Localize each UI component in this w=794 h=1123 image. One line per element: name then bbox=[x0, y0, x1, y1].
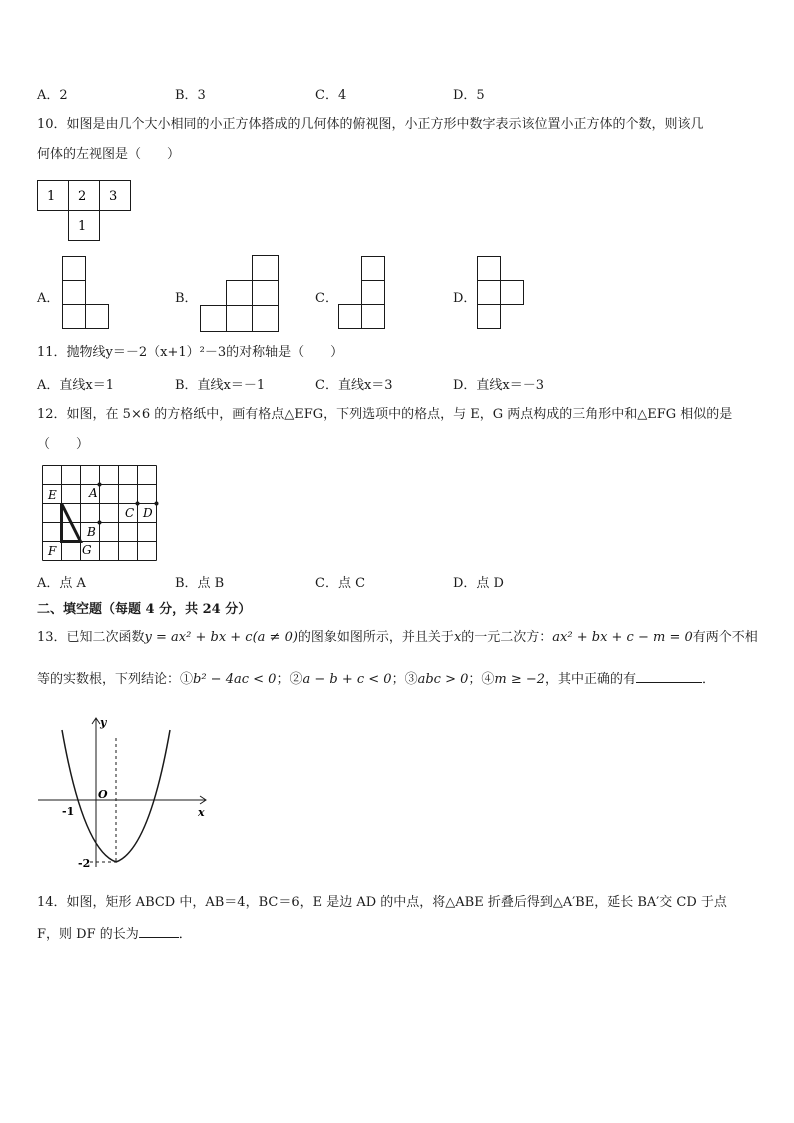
q12-lattice-grid bbox=[42, 465, 158, 561]
q13-text-line1 bbox=[37, 628, 758, 648]
q13-equation: ax² + bx + c − m = 0 bbox=[552, 630, 693, 645]
label-c: C bbox=[125, 506, 135, 520]
q12-text-line2: （ ） bbox=[37, 437, 90, 452]
q13-conclusion-4: m ≥ −2 bbox=[494, 672, 546, 687]
q12-option-b: B．点 B bbox=[175, 576, 225, 591]
q12-option-a: A．点 A bbox=[37, 576, 86, 591]
label-a: A bbox=[89, 486, 98, 500]
q10-text-line1: 10．如图是由几个大小相同的小正方体搭成的几何体的俯视图，小正方形中数字表示该位置小正方体的个数，则该几 bbox=[37, 117, 704, 132]
point-c bbox=[136, 502, 140, 506]
q13-answer-blank[interactable] bbox=[636, 670, 702, 683]
grid-number: 1 bbox=[78, 219, 87, 234]
label-b: B bbox=[87, 525, 96, 539]
grid-number: 1 bbox=[47, 189, 56, 204]
q10-option-c-label: C． bbox=[315, 291, 338, 306]
q13-conclusion-2: a − b + c < 0 bbox=[302, 672, 392, 687]
q13-line2-suffix: ，其中正确的有 bbox=[545, 672, 637, 687]
q13-line2-prefix: 等的实数根，下列结论：① bbox=[37, 672, 194, 687]
origin-label: O bbox=[98, 788, 108, 801]
q13-sep: ；③ bbox=[391, 672, 418, 687]
point-a bbox=[98, 483, 102, 487]
grid-number: 3 bbox=[109, 189, 118, 204]
min-value-label: -2 bbox=[78, 857, 91, 870]
q10-option-b-figure bbox=[200, 255, 280, 333]
q13-parabola-graph bbox=[36, 712, 216, 872]
q13-var-x: x bbox=[453, 630, 462, 645]
q10-top-view-grid bbox=[37, 180, 131, 242]
q11-option-c: C．直线x＝3 bbox=[315, 378, 393, 393]
q13-conclusion-1: b² − 4ac < 0 bbox=[193, 672, 277, 687]
q9-option-a: A．2 bbox=[37, 88, 68, 103]
q14-text-line2 bbox=[37, 925, 192, 945]
q10-option-d-label: D． bbox=[453, 291, 477, 306]
x-axis-label: x bbox=[198, 806, 205, 819]
q14-line2-prefix: F，则 DF 的长为 bbox=[37, 927, 139, 942]
q14-end: ． bbox=[178, 927, 192, 942]
q9-option-c: C．4 bbox=[315, 88, 347, 103]
q13-end: ． bbox=[702, 672, 716, 687]
q11-text: 11．抛物线y＝－2（x+1）²－3的对称轴是（ ） bbox=[37, 345, 344, 360]
q11-option-b: B．直线x＝－1 bbox=[175, 378, 266, 393]
q14-answer-blank[interactable] bbox=[139, 925, 179, 938]
q10-text-line2: 何体的左视图是（ ） bbox=[37, 147, 181, 162]
q10-option-c-figure bbox=[338, 256, 386, 331]
point-d bbox=[155, 502, 159, 506]
point-b bbox=[98, 521, 102, 525]
label-e: E bbox=[48, 488, 57, 502]
q13-mid: 的图象如图所示，并且关于 bbox=[297, 630, 454, 645]
q10-option-b-label: B． bbox=[175, 291, 198, 306]
q14-text-line1: 14．如图，矩形 ABCD 中，AB＝4，BC＝6，E 是边 AD 的中点，将△ABE 折叠后得到△A′BE，延长 BA′交 CD 于点 bbox=[37, 895, 727, 910]
label-g: G bbox=[82, 543, 92, 557]
grid-number: 2 bbox=[78, 189, 87, 204]
q10-option-a-label: A． bbox=[37, 291, 60, 306]
q10-option-a-figure bbox=[62, 256, 110, 331]
q11-option-d: D．直线x＝－3 bbox=[453, 378, 545, 393]
q10-option-d-figure bbox=[477, 256, 525, 331]
q13-mid2: 的一元二次方： bbox=[461, 630, 553, 645]
q13-sep: ；④ bbox=[468, 672, 495, 687]
q11-option-a: A．直线x＝1 bbox=[37, 378, 114, 393]
x-intercept-label: -1 bbox=[62, 805, 75, 818]
q9-option-b: B．3 bbox=[175, 88, 206, 103]
q13-conclusion-3: abc > 0 bbox=[417, 672, 469, 687]
q13-prefix: 13．已知二次函数 bbox=[37, 630, 145, 645]
section-heading-fill-blank: 二、填空题（每题 4 分，共 24 分） bbox=[37, 602, 252, 617]
q12-text-line1: 12．如图，在 5×6 的方格纸中，画有格点△EFG，下列选项中的格点，与 E，G 两点构成的三角形中和△EFG 相似的是 bbox=[37, 407, 733, 422]
q13-function-formula: y = ax² + bx + c(a ≠ 0) bbox=[144, 630, 298, 645]
q12-option-d: D．点 D bbox=[453, 576, 504, 591]
label-d: D bbox=[143, 506, 153, 520]
q13-text-line2 bbox=[37, 670, 715, 690]
q13-sep: ；② bbox=[276, 672, 303, 687]
q9-option-d: D．5 bbox=[453, 88, 485, 103]
label-f: F bbox=[48, 544, 57, 558]
y-axis-label: y bbox=[100, 716, 107, 729]
q13-suffix: 有两个不相 bbox=[692, 630, 758, 645]
q12-option-c: C．点 C bbox=[315, 576, 366, 591]
